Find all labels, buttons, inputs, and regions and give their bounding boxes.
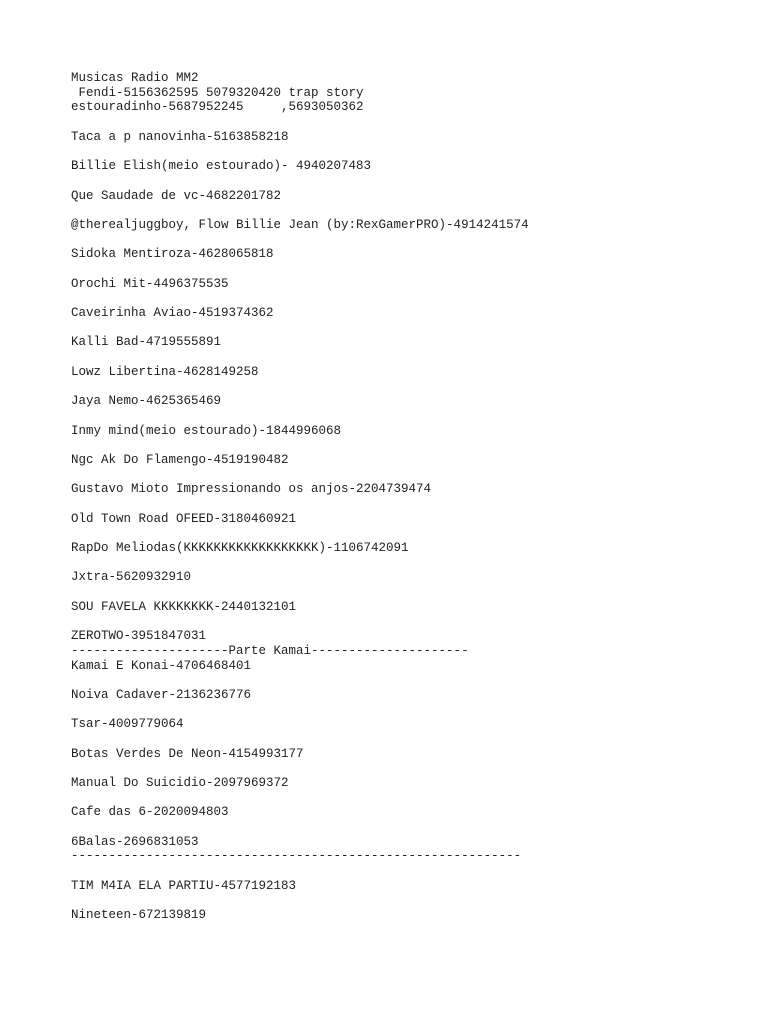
blank-line xyxy=(71,864,731,879)
song-entry: Caveirinha Aviao-4519374362 xyxy=(71,306,274,320)
blank-line xyxy=(71,614,731,629)
blank-line xyxy=(71,761,731,776)
blank-line xyxy=(71,233,731,248)
document-title: Musicas Radio MM2 xyxy=(71,71,199,85)
song-entry: Old Town Road OFEED-3180460921 xyxy=(71,511,297,526)
song-entry: Taca a p nanovinha-5163858218 xyxy=(71,129,289,144)
blank-line xyxy=(71,291,731,306)
song-entry: Lowz Libertina-4628149258 xyxy=(71,364,259,379)
song-entry: Nineteen-672139819 xyxy=(71,908,207,923)
song-entry: Kamai E Konai-4706468401 xyxy=(71,658,252,673)
blank-line xyxy=(71,468,731,483)
blank-line xyxy=(71,379,731,394)
blank-line xyxy=(71,174,731,189)
song-entry: Que Saudade de vc-4682201782 xyxy=(71,188,282,203)
song-entry: Ngc Ak Do Flamengo-4519190482 xyxy=(71,452,289,467)
song-entry: SOU FAVELA KKKKKKKK-2440132101 xyxy=(71,599,297,614)
blank-line xyxy=(71,203,731,218)
song-entry: Jxtra-5620932910 xyxy=(71,570,192,585)
blank-line xyxy=(71,497,731,512)
song-entry: 6Balas-2696831053 xyxy=(71,834,199,849)
blank-line xyxy=(71,115,731,130)
blank-line xyxy=(71,820,731,835)
song-entry: @therealjuggboy, Flow Billie Jean (by:RexGamerPRO)-4914241574 xyxy=(71,217,529,232)
song-entry: estouradinho-5687952245 ,5693050362 xyxy=(71,100,364,115)
song-entry: Billie Elish(meio estourado)- 4940207483 xyxy=(71,159,372,174)
song-entry: Orochi Mit-4496375535 xyxy=(71,276,229,291)
blank-line xyxy=(71,144,731,159)
blank-line xyxy=(71,438,731,453)
blank-line xyxy=(71,703,731,718)
blank-line xyxy=(71,409,731,424)
blank-line xyxy=(71,556,731,571)
song-entry: Fendi-5156362595 5079320420 trap story xyxy=(71,85,364,100)
song-entry: ZEROTWO-3951847031 xyxy=(71,629,207,644)
section-divider: ---------------------Parte Kamai--------------------- xyxy=(71,643,469,658)
document-page xyxy=(71,71,731,923)
blank-line xyxy=(71,673,731,688)
blank-line xyxy=(71,321,731,336)
song-entry: Gustavo Mioto Impressionando os anjos-2204739474 xyxy=(71,482,432,497)
blank-line xyxy=(71,894,731,909)
song-entry: Jaya Nemo-4625365469 xyxy=(71,394,222,409)
song-entry: Noiva Cadaver-2136236776 xyxy=(71,687,252,702)
song-entry: TIM M4IA ELA PARTIU-4577192183 xyxy=(71,878,297,893)
song-entry: Kalli Bad-4719555891 xyxy=(71,335,222,350)
song-entry: Botas Verdes De Neon-4154993177 xyxy=(71,746,304,761)
blank-line xyxy=(71,585,731,600)
blank-line xyxy=(71,262,731,277)
blank-line xyxy=(71,350,731,365)
song-entry: Tsar-4009779064 xyxy=(71,717,184,732)
song-entry: Sidoka Mentiroza-4628065818 xyxy=(71,247,274,262)
song-entry: RapDo Meliodas(KKKKKKKKKKKKKKKKKK)-1106742091 xyxy=(71,541,409,555)
song-entry: Cafe das 6-2020094803 xyxy=(71,805,229,820)
song-entry: Manual Do Suicidio-2097969372 xyxy=(71,776,289,790)
song-entry: Inmy mind(meio estourado)-1844996068 xyxy=(71,423,342,438)
blank-line xyxy=(71,791,731,806)
section-divider: ------------------------------------------------------------ xyxy=(71,849,522,864)
blank-line xyxy=(71,732,731,747)
blank-line xyxy=(71,526,731,541)
